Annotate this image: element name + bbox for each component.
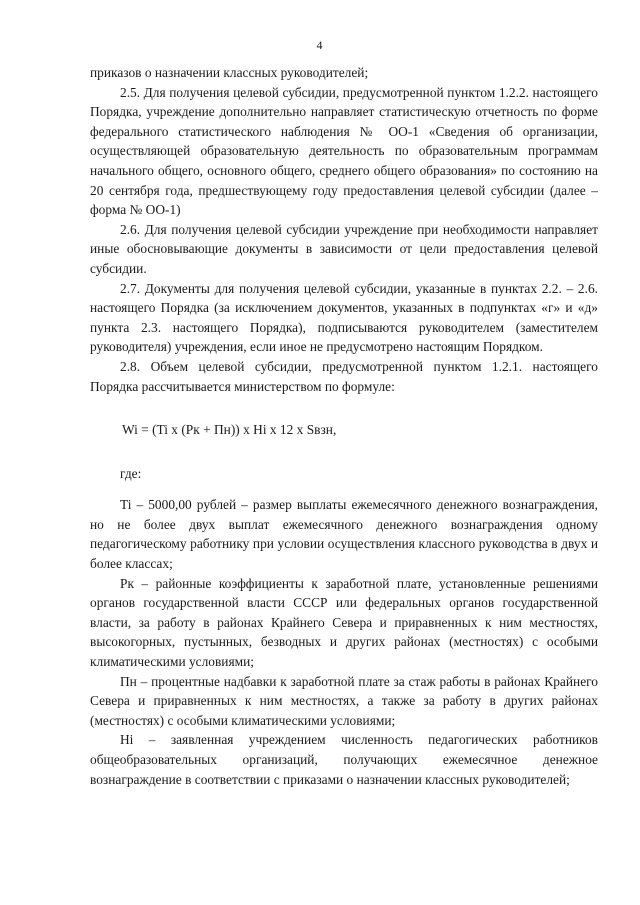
definition-pn: Пн – процентные надбавки к заработной плате за стаж работы в районах Крайнего Севера и приравненных к ним местностях, а также за работу в других районах (местностях) с особыми климатическими условиями; — [90, 673, 598, 728]
paragraph-2-8: 2.8. Объем целевой субсидии, предусмотренной пунктом 1.2.1. настоящего Порядка рассчитывается министерством по формуле: — [90, 358, 598, 394]
definition-hi: Hi – заявленная учреждением численность педагогических работников общеобразовательных организаций, получающих ежемесячное денежное вознаграждение в соответствии с приказами о назначении классных руководителей; — [90, 732, 598, 787]
definition-ti: Ti – 5000,00 рублей – размер выплаты ежемесячного денежного вознаграждения, но не более двух выплат ежемесячного денежного вознаграждения одному педагогическому работнику при условии осуществления классного руководства в двух и более классах; — [90, 497, 598, 572]
document-body — [90, 63, 598, 789]
paragraph-continuation: приказов о назначении классных руководителей; — [90, 65, 369, 80]
definition-pk: Pк – районные коэффициенты к заработной плате, установленные решениями органов государственной власти СССР или федеральных органов государственной власти, за работу в районах Крайнего Севера и приравненных к ним местностях, высокогорных, пустынных, безводных и других районах (местностях) с особыми климатическими условиями; — [90, 575, 598, 670]
where-label: где: — [120, 465, 142, 481]
paragraph-2-6: 2.6. Для получения целевой субсидии учреждение при необходимости направляет иные обосновывающие документы в зависимости от цели предоставления целевой субсидии. — [90, 221, 598, 276]
formula: Wi = (Ti x (Pк + Пн)) x Hi x 12 x Sвзн, — [122, 422, 337, 438]
paragraph-2-5: 2.5. Для получения целевой субсидии, предусмотренной пунктом 1.2.2. настоящего Порядка, учреждение дополнительно направляет статистическую отчетность по форме федерального статистического наблюдения № ОО-1 «Сведения об организации, осуществляющей образовательную деятельность по образовательным программам начального общего, основного общего, среднего общего образования» по состоянию на 20 сентября года, предшествующему году предоставления целевой субсидии (далее – форма № ОО-1) — [90, 84, 598, 218]
page-number: 4 — [316, 38, 324, 52]
paragraph-2-7: 2.7. Документы для получения целевой субсидии, указанные в пунктах 2.2. – 2.6. настоящего Порядка (за исключением документов, указанных в подпунктах «г» и «д» пункта 2.3. настоящего Порядка), подписываются руководителем (заместителем руководителя) учреждения, если иное не предусмотрено настоящим Порядком. — [90, 280, 598, 355]
